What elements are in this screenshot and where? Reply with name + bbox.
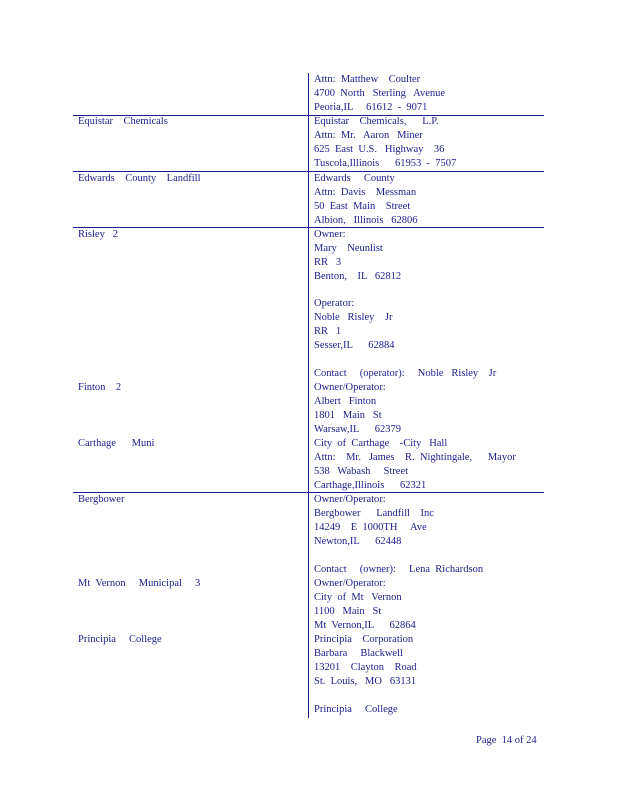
address-line: Barbara Blackwell <box>314 648 403 659</box>
address-line: Tuscola,Illinois 61953 - 7507 <box>314 158 457 169</box>
facility-name: Bergbower <box>78 494 125 505</box>
address-line: Principia Corporation <box>314 634 414 645</box>
address-line: 1801 Main St <box>314 410 382 421</box>
address-line: Attn: Mr. Aaron Miner <box>314 130 423 141</box>
address-line: RR 3 <box>314 257 342 268</box>
address-line: 4700 North Sterling Avenue <box>314 88 446 99</box>
address-line: Contact (owner): Lena Richardson <box>314 564 484 575</box>
address-line: Noble Risley Jr <box>314 312 393 323</box>
address-line: Albion, Illinois 62806 <box>314 215 418 226</box>
address-line: 625 East U.S. Highway 36 <box>314 144 445 155</box>
address-line: Principia College <box>314 704 398 715</box>
address-line: 13201 Clayton Road <box>314 662 417 673</box>
address-line: St. Louis, MO 63131 <box>314 676 417 687</box>
page-number: Page 14 of 24 <box>476 735 537 746</box>
facility-name: Edwards County Landfill <box>78 173 201 184</box>
facility-name: Risley 2 <box>78 229 118 240</box>
address-line: RR 1 <box>314 326 342 337</box>
address-line: Owner: <box>314 229 346 240</box>
row-divider <box>73 227 544 228</box>
address-line: Attn: Matthew Coulter <box>314 74 421 85</box>
address-line: Mt Vernon,IL 62864 <box>314 620 416 631</box>
address-line: City of Carthage -City Hall <box>314 438 448 449</box>
facility-name: Principia College <box>78 634 162 645</box>
address-line: Owner/Operator: <box>314 494 386 505</box>
address-line: Mary Neunlist <box>314 243 383 254</box>
address-line: Warsaw,IL 62379 <box>314 424 402 435</box>
facility-name: Carthage Muni <box>78 438 155 449</box>
address-line: City of Mt Vernon <box>314 592 402 603</box>
address-line: Contact (operator): Noble Risley Jr <box>314 368 497 379</box>
address-line: 14249 E 1000TH Ave <box>314 522 427 533</box>
facility-name: Equistar Chemicals <box>78 116 168 127</box>
address-line: 50 East Main Street <box>314 201 411 212</box>
address-line: 1100 Main St <box>314 606 382 617</box>
column-divider <box>308 73 309 718</box>
address-line: Owner/Operator: <box>314 578 386 589</box>
address-line: Attn: Mr. James R. Nightingale, Mayor <box>314 452 516 463</box>
address-line: Benton, IL 62812 <box>314 271 402 282</box>
facility-name: Mt Vernon Municipal 3 <box>78 578 201 589</box>
address-line: 538 Wabash Street <box>314 466 409 477</box>
address-line: Sesser,IL 62884 <box>314 340 395 351</box>
facility-name: Finton 2 <box>78 382 122 393</box>
address-line: Newton,IL 62448 <box>314 536 402 547</box>
address-line: Equistar Chemicals, L.P. <box>314 116 439 127</box>
address-line: Operator: <box>314 298 355 309</box>
address-line: Bergbower Landfill Inc <box>314 508 434 519</box>
address-line: Attn: Davis Messman <box>314 187 417 198</box>
address-line: Edwards County <box>314 173 395 184</box>
address-line: Peoria,IL 61612 - 9071 <box>314 102 428 113</box>
row-divider <box>73 492 544 493</box>
address-line: Albert Finton <box>314 396 377 407</box>
address-line: Owner/Operator: <box>314 382 386 393</box>
address-line: Carthage,Illinois 62321 <box>314 480 427 491</box>
